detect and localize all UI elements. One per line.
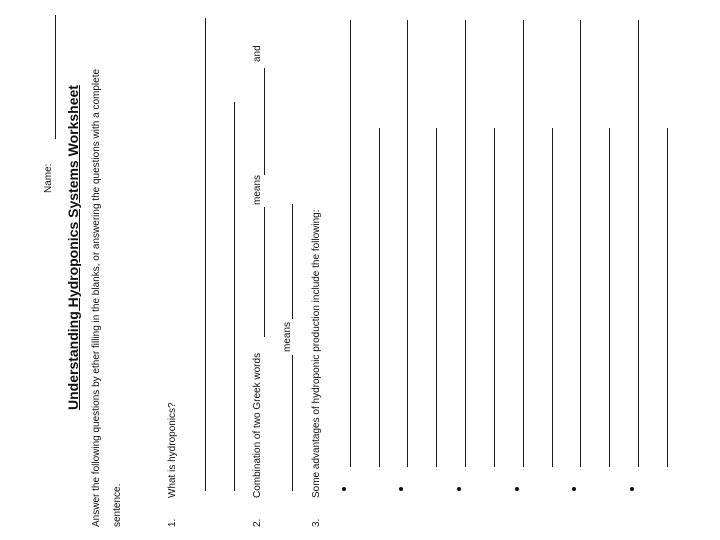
question-2-means-2: means bbox=[282, 321, 293, 352]
bullet-1 bbox=[342, 487, 346, 491]
question-1-text: What is hydroponics? bbox=[167, 402, 178, 498]
greek-meaning-1-field[interactable] bbox=[264, 68, 265, 175]
advantage-2-line-1[interactable] bbox=[407, 20, 408, 467]
question-2-means-1: means bbox=[252, 174, 263, 205]
question-1-answer-line-2[interactable] bbox=[234, 102, 235, 491]
advantage-2-line-2[interactable] bbox=[436, 128, 437, 467]
advantage-1-line-1[interactable] bbox=[350, 20, 351, 467]
name-label: Name: bbox=[43, 163, 54, 193]
advantage-5-line-2[interactable] bbox=[609, 128, 610, 467]
advantage-6-line-2[interactable] bbox=[667, 128, 668, 467]
bullet-6 bbox=[630, 487, 634, 491]
greek-word-1-field[interactable] bbox=[264, 207, 265, 337]
bullet-2 bbox=[399, 487, 403, 491]
question-1-number: 1. bbox=[167, 518, 178, 527]
question-3-number: 3. bbox=[311, 518, 322, 527]
greek-word-2-field[interactable] bbox=[292, 355, 293, 491]
advantage-4-line-1[interactable] bbox=[523, 20, 524, 467]
advantage-5-line-1[interactable] bbox=[580, 20, 581, 467]
bullet-3 bbox=[457, 487, 461, 491]
advantage-3-line-2[interactable] bbox=[494, 128, 495, 467]
bullet-5 bbox=[572, 487, 576, 491]
question-2-text: Combination of two Greek words bbox=[252, 352, 263, 498]
question-3-text: Some advantages of hydroponic production include the following: bbox=[311, 209, 322, 498]
advantage-4-line-2[interactable] bbox=[552, 128, 553, 467]
question-2-number: 2. bbox=[252, 518, 263, 527]
page-title: Understanding Hydroponics Systems Worksheet bbox=[65, 85, 81, 410]
advantage-1-line-2[interactable] bbox=[379, 128, 380, 467]
bullet-4 bbox=[515, 487, 519, 491]
instructions-line-2: sentence. bbox=[112, 483, 123, 527]
question-1-answer-line[interactable] bbox=[205, 18, 206, 491]
advantage-3-line-1[interactable] bbox=[465, 20, 466, 467]
instructions-line-1: Answer the following questions by ether filling in the blanks, or answering the questions with a complete bbox=[91, 68, 102, 527]
name-field[interactable] bbox=[55, 15, 56, 139]
greek-meaning-2-field[interactable] bbox=[292, 204, 293, 319]
advantage-6-line-1[interactable] bbox=[638, 20, 639, 467]
question-2-and: and bbox=[252, 45, 263, 62]
